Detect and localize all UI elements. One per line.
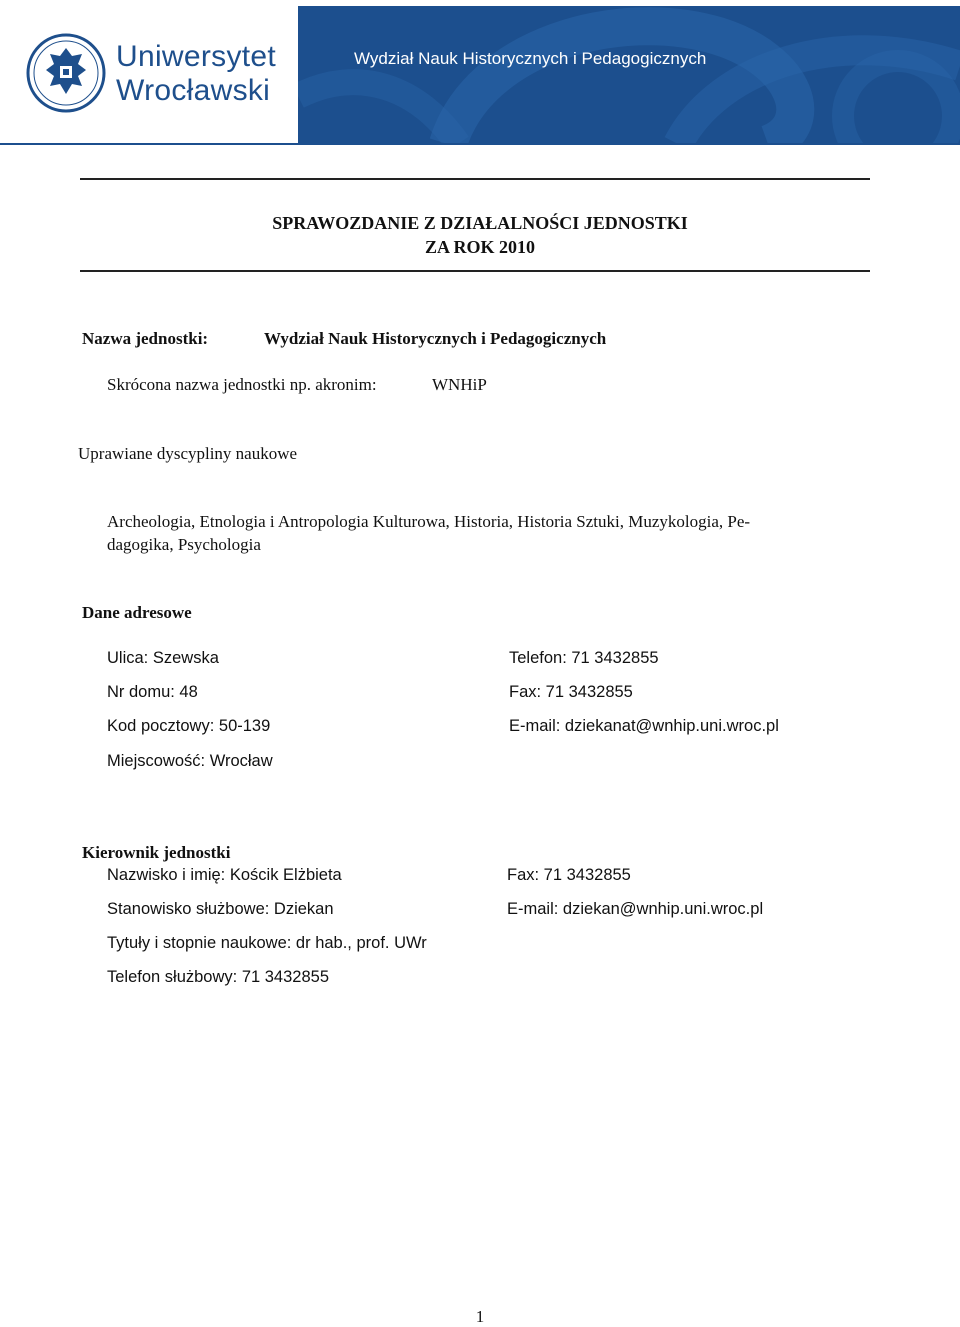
- head-email: E-mail: dziekan@wnhip.uni.wroc.pl: [507, 900, 764, 918]
- address-heading: Dane adresowe: [82, 603, 192, 622]
- university-crest-icon: [26, 30, 106, 116]
- report-title-line1: SPRAWOZDANIE Z DZIAŁALNOŚCI JEDNOSTKI: [272, 213, 688, 233]
- disciplines-line2: dagogika, Psychologia: [107, 535, 261, 554]
- address-email: E-mail: dziekanat@wnhip.uni.wroc.pl: [509, 717, 779, 735]
- address-city: Miejscowość: Wrocław: [107, 752, 273, 770]
- unit-short-label: Skrócona nazwa jednostki np. akronim:: [107, 375, 377, 394]
- report-title-line2: ZA ROK 2010: [424, 237, 535, 257]
- address-house-number: Nr domu: 48: [107, 683, 198, 701]
- unit-name-label: Nazwa jednostki:: [82, 329, 209, 348]
- head-heading: Kierownik jednostki: [82, 843, 231, 862]
- logo-text-line1: Uniwersytet: [116, 40, 277, 73]
- address-phone: Telefon: 71 3432855: [509, 649, 659, 667]
- head-name: Nazwisko i imię: Kościk Elżbieta: [107, 866, 342, 884]
- disciplines-line1: Archeologia, Etnologia i Antropologia Kulturowa, Historia, Historia Sztuki, Muzykologia, Pe-: [107, 512, 751, 531]
- address-street: Ulica: Szewska: [107, 649, 219, 667]
- header-divider: [0, 143, 960, 145]
- head-position: Stanowisko służbowe: Dziekan: [107, 900, 334, 918]
- faculty-banner: [298, 6, 960, 144]
- disciplines-heading: Uprawiane dyscypliny naukowe: [78, 444, 298, 463]
- page-number: 1: [475, 1307, 485, 1326]
- logo-text-line2: Wrocławski: [116, 74, 271, 107]
- unit-name-value: Wydział Nauk Historycznych i Pedagogicznych: [264, 329, 607, 348]
- head-phone: Telefon służbowy: 71 3432855: [107, 968, 329, 986]
- address-postal-code: Kod pocztowy: 50-139: [107, 717, 271, 735]
- banner-swirl-decoration: [298, 6, 960, 144]
- unit-short-value: WNHiP: [432, 375, 487, 394]
- university-logo: [0, 0, 320, 144]
- title-top-rule: [80, 178, 870, 180]
- faculty-banner-title: Wydział Nauk Historycznych i Pedagogicznych: [354, 49, 707, 68]
- head-titles: Tytuły i stopnie naukowe: dr hab., prof. UWr: [107, 934, 427, 952]
- head-fax: Fax: 71 3432855: [507, 866, 631, 884]
- title-bottom-rule: [80, 270, 870, 272]
- address-fax: Fax: 71 3432855: [509, 683, 633, 701]
